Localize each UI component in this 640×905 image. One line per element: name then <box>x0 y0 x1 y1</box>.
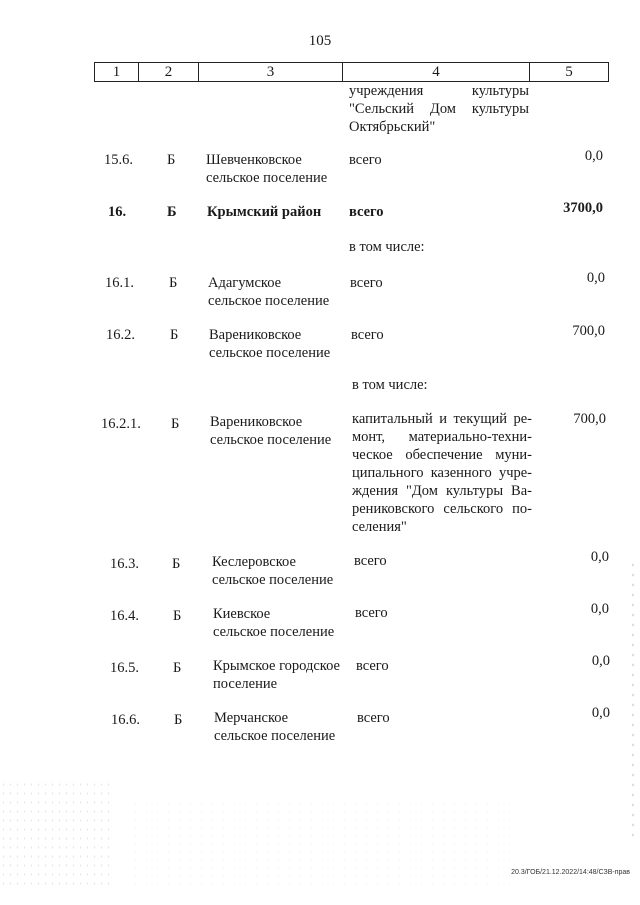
scan-noise <box>0 780 110 890</box>
description-line: ждения "Дом культуры Ва- <box>352 483 532 499</box>
row-value: 0,0 <box>586 270 605 286</box>
row-description: всего <box>354 553 387 569</box>
row-category: Б <box>167 204 177 220</box>
description-line: рениковского сельского по- <box>352 501 532 517</box>
row-name-line: сельское поселение <box>209 345 331 361</box>
row-name <box>206 151 327 187</box>
subtotal-note: в том числе: <box>349 239 425 255</box>
row-name: Крымский район <box>207 204 322 220</box>
row-name-line: сельское поселение <box>208 293 330 309</box>
row-description: всего <box>357 710 390 726</box>
row-description: всего <box>355 605 388 621</box>
row-name-line: Шевченковское <box>206 152 302 168</box>
row-category: Б <box>174 712 183 728</box>
row-name-line: Варениковское <box>210 414 303 430</box>
row-number: 16.2. <box>106 327 135 343</box>
row-number: 16.4. <box>110 608 139 624</box>
scan-edge-marks <box>630 560 636 840</box>
document-footer: 20.3/ГОБ/21.12.2022/14:48/СЗВ-прав <box>511 869 630 876</box>
row-name-line: Мерчанское <box>214 710 289 726</box>
row-number: 16.6. <box>111 712 140 728</box>
column-header-5: 5 <box>565 64 573 80</box>
row-name-line: сельское поселение <box>213 624 335 640</box>
continuation-line: учреждения культуры <box>349 83 529 99</box>
page-number: 105 <box>308 33 332 49</box>
description-line: капитальный и текущий ре- <box>352 411 532 427</box>
row-name-line: сельское поселение <box>212 572 334 588</box>
row-name-line: Крымское городское <box>213 658 340 674</box>
row-name-line: Варениковское <box>209 327 302 343</box>
row-name-line: сельское поселение <box>206 170 328 186</box>
row-category: Б <box>173 608 182 624</box>
description-line: ципального казенного учре- <box>352 465 532 481</box>
continuation-line: Октябрьский" <box>349 119 436 135</box>
row-description: всего <box>350 275 383 291</box>
row-number: 16.2.1. <box>101 416 141 432</box>
row-number: 16.3. <box>110 556 139 572</box>
row-name-line: сельское поселение <box>210 432 332 448</box>
row-name-line: Адагумское <box>208 275 282 291</box>
column-header-4: 4 <box>343 63 530 81</box>
scan-noise <box>130 800 510 885</box>
row-value: 0,0 <box>590 549 609 565</box>
row-name <box>209 326 330 362</box>
row-description: всего <box>349 204 384 220</box>
row-description: всего <box>349 152 382 168</box>
column-header-2: 2 <box>139 63 199 81</box>
column-header-1: 1 <box>95 63 139 81</box>
row-category: Б <box>173 660 182 676</box>
row-name <box>210 413 331 449</box>
description-line: селения" <box>352 519 407 535</box>
column-header-3: 3 <box>199 63 343 81</box>
row-category: Б <box>169 275 178 291</box>
row-category: Б <box>170 327 179 343</box>
row-value: 0,0 <box>591 705 610 721</box>
column-header-row <box>94 62 609 82</box>
row-number: 16.5. <box>110 660 139 676</box>
row-name <box>208 274 329 310</box>
row-description <box>352 410 532 536</box>
description-line: ческое обеспечение муни- <box>352 447 532 463</box>
row-number: 16.1. <box>105 275 134 291</box>
continuation-line: "Сельский Дом культуры <box>349 101 529 117</box>
row-description: всего <box>351 327 384 343</box>
row-value: 700,0 <box>572 323 605 339</box>
row-category: Б <box>167 152 176 168</box>
row-number: 16. <box>108 204 127 220</box>
row-name-line: сельское поселение <box>214 728 336 744</box>
description-line: монт, материально-техни- <box>352 429 532 445</box>
row-description: всего <box>356 658 389 674</box>
row-name-line: Киевское <box>213 606 271 622</box>
row-name <box>213 605 334 641</box>
row-name-line: Кеслеровское <box>212 554 296 570</box>
row-category: Б <box>172 556 181 572</box>
continuation-text <box>349 82 529 136</box>
row-value: 3700,0 <box>563 200 603 216</box>
row-category: Б <box>171 416 180 432</box>
row-name <box>212 553 333 589</box>
row-value: 700,0 <box>573 411 606 427</box>
subtotal-note: в том числе: <box>352 377 428 393</box>
row-value: 0,0 <box>591 653 610 669</box>
row-name <box>213 657 340 693</box>
row-value: 0,0 <box>584 148 603 164</box>
row-number: 15.6. <box>104 152 133 168</box>
row-value: 0,0 <box>590 601 609 617</box>
row-name-line: поселение <box>213 676 278 692</box>
row-name <box>214 709 335 745</box>
